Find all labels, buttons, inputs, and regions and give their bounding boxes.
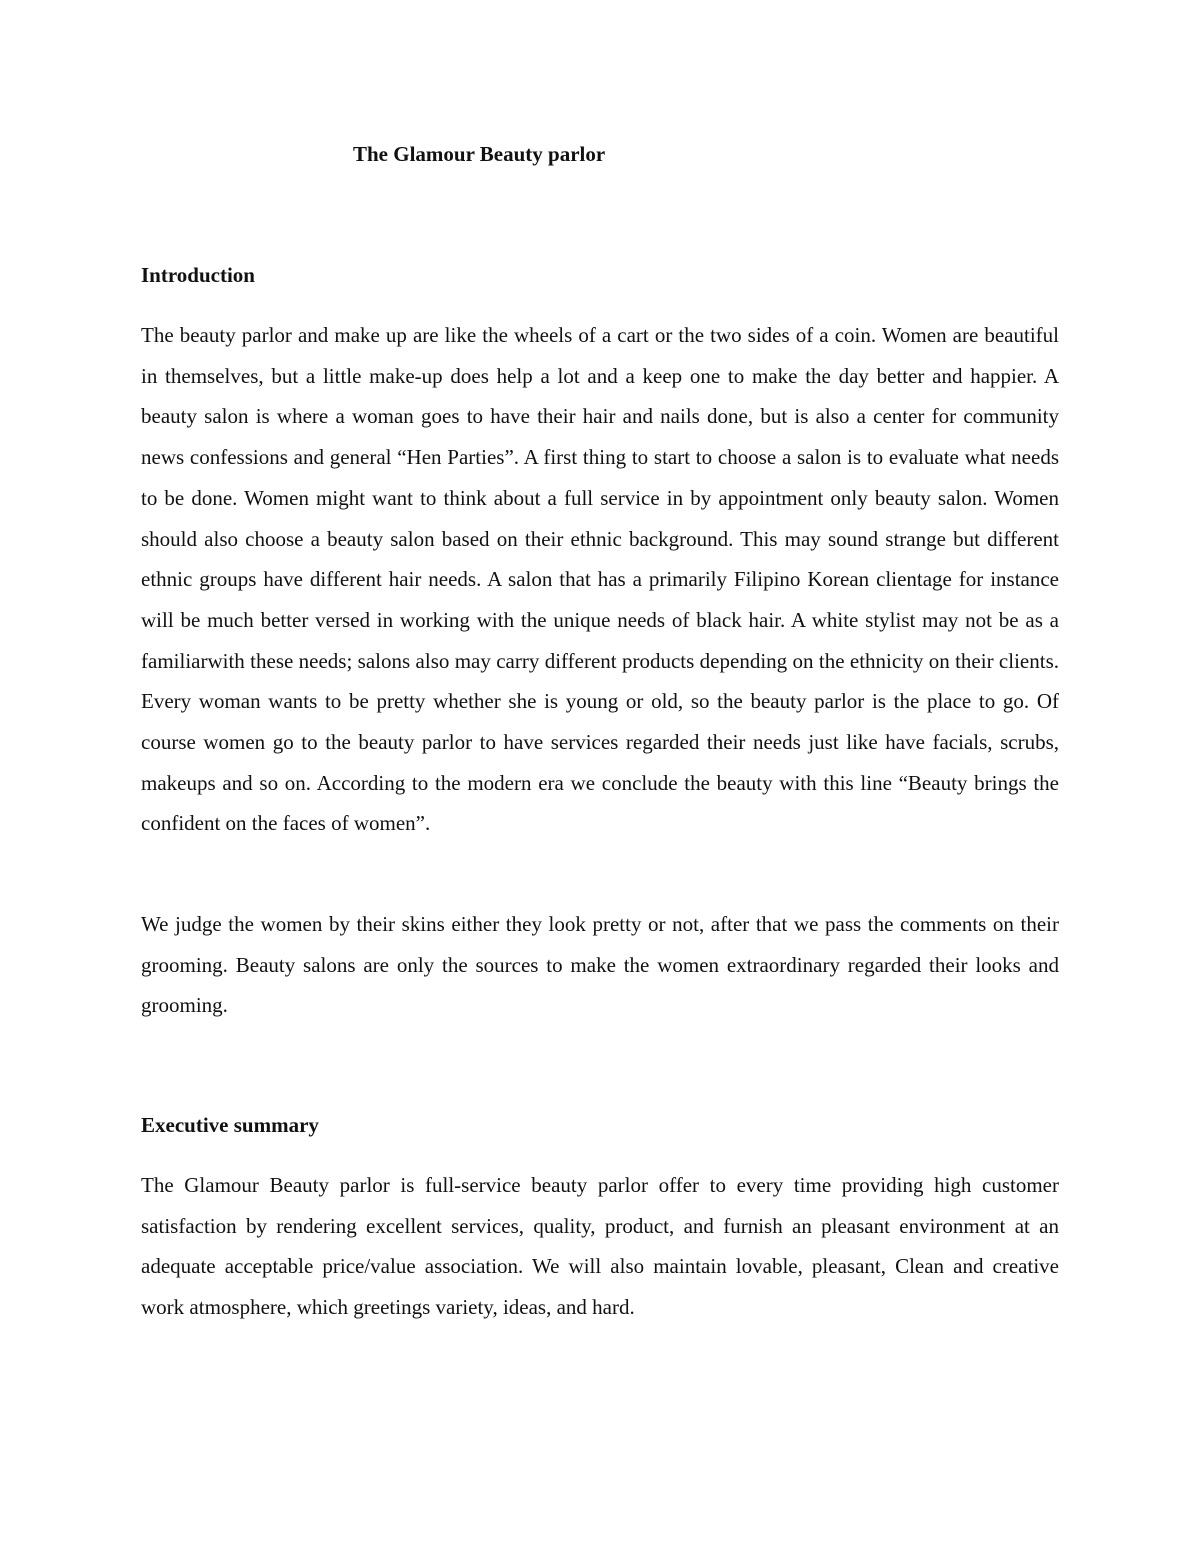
document-title: The Glamour Beauty parlor <box>353 142 606 166</box>
executive-summary-paragraph: The Glamour Beauty parlor is full-service beauty parlor offer to every time providing high customer satisfaction by rendering excellent services, quality, product, and furnish an pleasant environment at an adequate acceptable price/value association. We will also maintain lovable, pleasant, Clean and creative work atmosphere, which greetings variety, ideas, and hard. <box>141 1173 1059 1320</box>
introduction-paragraph-2: We judge the women by their skins either they look pretty or not, after that we pass the comments on their grooming. Beauty salons are only the sources to make the women extraordinary regarded their looks and grooming. <box>141 912 1059 1018</box>
introduction-paragraph-1: The beauty parlor and make up are like the wheels of a cart or the two sides of a coin. Women are beautiful in themselves, but a little make-up does help a lot and a keep one to make the day better and happier. A beauty salon is where a woman goes to have their hair and nails done, but is also a center for community news confessions and general “Hen Parties”. A first thing to start to choose a salon is to evaluate what needs to be done. Women might want to think about a full service in by appointment only beauty salon. Women should also choose a beauty salon based on their ethnic background. This may sound strange but different ethnic groups have different hair needs. A salon that has a primarily Filipino Korean clientage for instance will be much better versed in working with the unique needs of black hair. A white stylist may not be as a familiarwith these needs; salons also may carry different products depending on the ethnicity on their clients. Every woman wants to be pretty whether she is young or old, so the beauty parlor is the place to go. Of course women go to the beauty parlor to have services regarded their needs just like have facials, scrubs, makeups and so on. According to the modern era we conclude the beauty with this line “Beauty brings the confident on the faces of women”. <box>141 323 1059 836</box>
section-heading-introduction: Introduction <box>141 263 255 287</box>
section-heading-executive-summary: Executive summary <box>141 1113 319 1137</box>
